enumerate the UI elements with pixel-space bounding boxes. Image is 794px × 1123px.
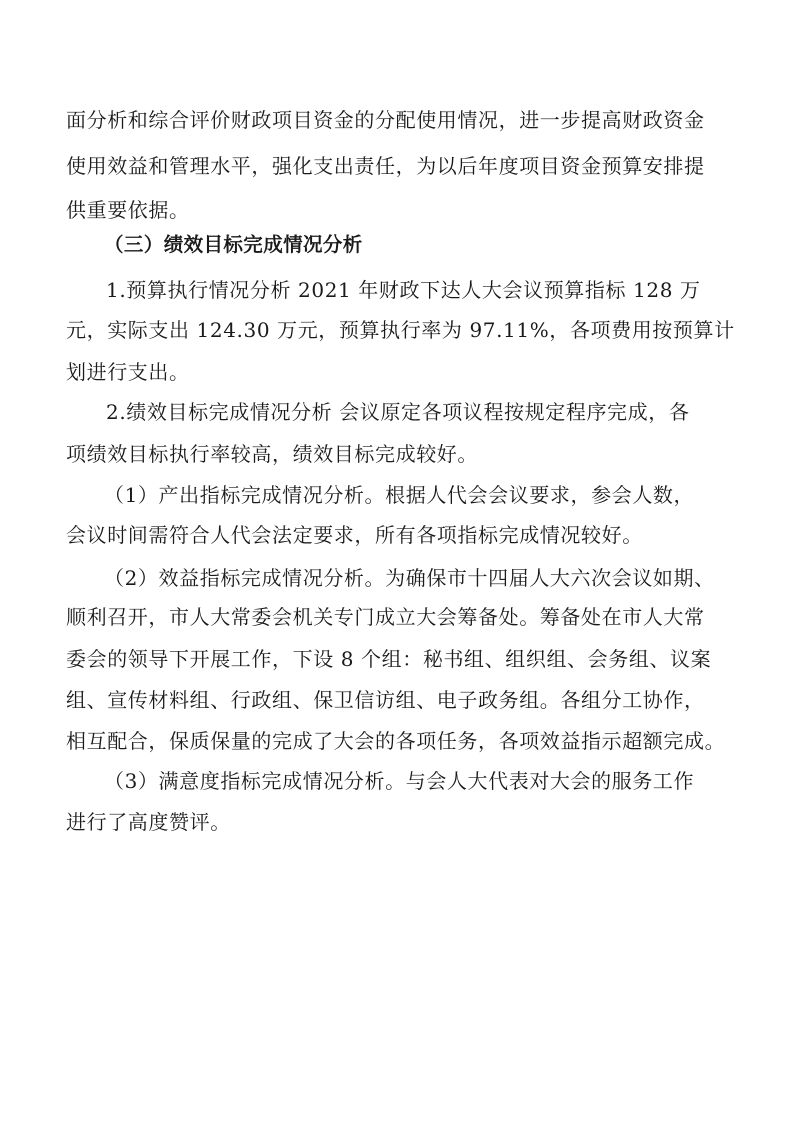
paragraph-line: 顺利召开，市人大常委会机关专门成立大会筹备处。筹备处在市人大常 <box>66 605 705 629</box>
paragraph-line: 项绩效目标执行率较高，绩效目标完成较好。 <box>66 442 478 466</box>
paragraph-line: 供重要依据。 <box>66 198 190 222</box>
section-heading: （三）绩效目标完成情况分析 <box>104 233 363 256</box>
paragraph-line: 委会的领导下开展工作，下设 8 个组：秘书组、组织组、会务组、议案 <box>66 647 712 671</box>
paragraph-line: （1）产出指标完成情况分析。根据人代会会议要求，参会人数， <box>104 483 695 507</box>
paragraph-line: 会议时间需符合人代会法定要求，所有各项指标完成情况较好。 <box>66 523 643 547</box>
paragraph-line: 元，实际支出 124.30 万元，预算执行率为 97.11%，各项费用按预算计 <box>66 318 735 342</box>
paragraph-line: （2）效益指标完成情况分析。为确保市十四届人大六次会议如期、 <box>104 566 715 590</box>
paragraph-line: 划进行支出。 <box>66 360 190 384</box>
paragraph-line: 面分析和综合评价财政项目资金的分配使用情况，进一步提高财政资金 <box>66 108 705 132</box>
paragraph-line: 进行了高度赞评。 <box>66 810 231 834</box>
paragraph-line: （3）满意度指标完成情况分析。与会人大代表对大会的服务工作 <box>104 769 695 793</box>
paragraph-line: 相互配合，保质保量的完成了大会的各项任务，各项效益指示超额完成。 <box>66 729 726 753</box>
paragraph-line: 组、宣传材料组、行政组、保卫信访组、电子政务组。各组分工协作， <box>66 688 705 712</box>
paragraph-line: 2.绩效目标完成情况分析 会议原定各项议程按规定程序完成，各 <box>106 400 690 424</box>
paragraph-line: 1.预算执行情况分析 2021 年财政下达人大会议预算指标 128 万 <box>106 278 701 302</box>
paragraph-line: 使用效益和管理水平，强化支出责任，为以后年度项目资金预算安排提 <box>66 154 705 178</box>
